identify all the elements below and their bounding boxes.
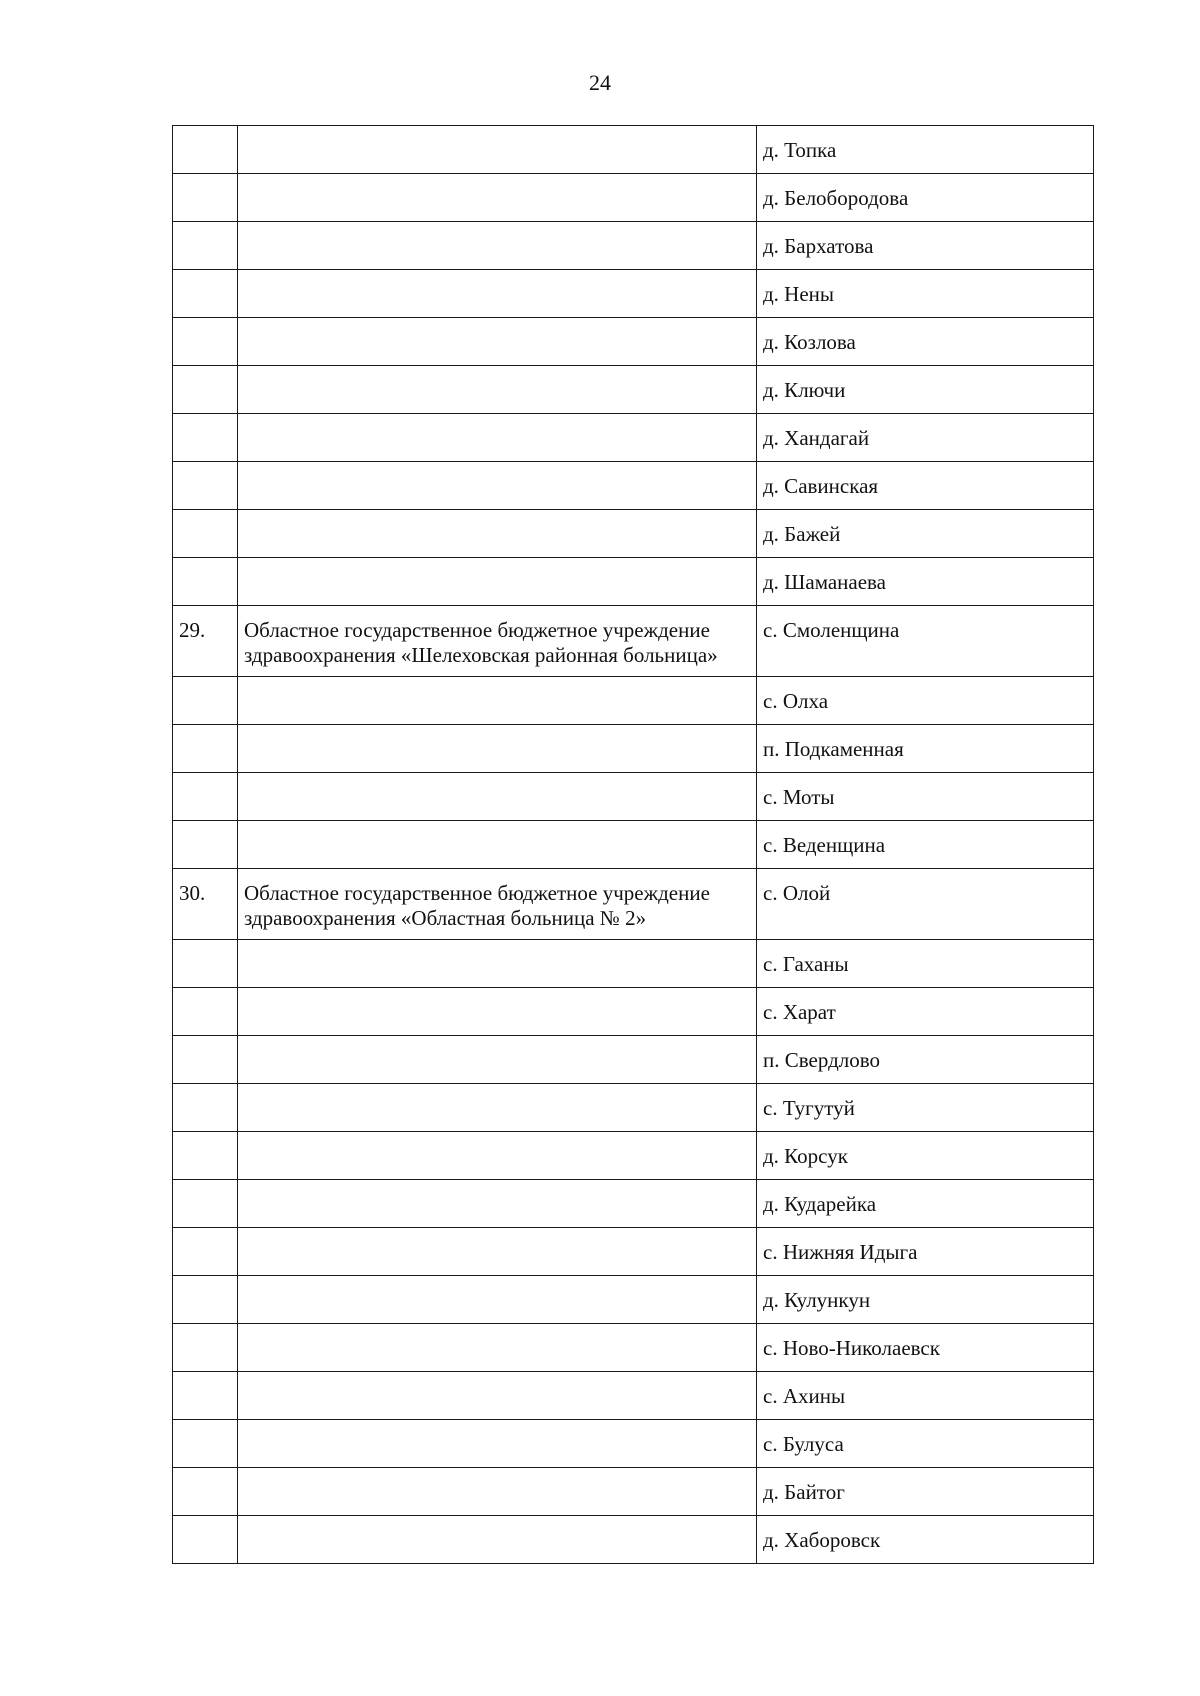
settlement-cell: д. Кударейка — [757, 1180, 1094, 1228]
row-number-cell — [173, 773, 238, 821]
settlement-cell: д. Байтог — [757, 1468, 1094, 1516]
row-number-cell — [173, 1324, 238, 1372]
organization-cell — [238, 1324, 757, 1372]
settlement-cell: с. Ново-Николаевск — [757, 1324, 1094, 1372]
row-number-cell — [173, 222, 238, 270]
table-row — [173, 988, 1094, 1036]
organization-cell — [238, 988, 757, 1036]
settlement-cell: с. Олха — [757, 677, 1094, 725]
organization-cell — [238, 510, 757, 558]
table-row — [173, 1036, 1094, 1084]
row-number-cell — [173, 1228, 238, 1276]
settlement-cell: с. Нижняя Идыга — [757, 1228, 1094, 1276]
table-row — [173, 270, 1094, 318]
organization-cell — [238, 940, 757, 988]
table-row — [173, 677, 1094, 725]
table-row — [173, 462, 1094, 510]
table-row — [173, 1180, 1094, 1228]
table-row — [173, 1228, 1094, 1276]
settlement-cell: д. Савинская — [757, 462, 1094, 510]
row-number-cell — [173, 558, 238, 606]
row-number-cell — [173, 366, 238, 414]
settlements-table — [172, 125, 1094, 1564]
organization-cell — [238, 414, 757, 462]
row-number-cell — [173, 510, 238, 558]
settlement-cell: п. Свердлово — [757, 1036, 1094, 1084]
table-row — [173, 366, 1094, 414]
table-body — [173, 126, 1094, 1564]
settlement-cell: д. Белобородова — [757, 174, 1094, 222]
table-row — [173, 606, 1094, 677]
row-number-cell — [173, 677, 238, 725]
settlement-cell: д. Хаборовск — [757, 1516, 1094, 1564]
row-number-cell — [173, 725, 238, 773]
table-row — [173, 1276, 1094, 1324]
organization-cell — [238, 725, 757, 773]
table-row — [173, 558, 1094, 606]
organization-cell — [238, 1084, 757, 1132]
settlement-cell: д. Кулункун — [757, 1276, 1094, 1324]
settlement-cell: д. Бажей — [757, 510, 1094, 558]
settlement-cell: д. Корсук — [757, 1132, 1094, 1180]
table-row — [173, 773, 1094, 821]
settlement-cell: д. Хандагай — [757, 414, 1094, 462]
settlement-cell: д. Козлова — [757, 318, 1094, 366]
organization-cell — [238, 222, 757, 270]
row-number-cell — [173, 1420, 238, 1468]
row-number-cell — [173, 318, 238, 366]
row-number-cell — [173, 988, 238, 1036]
settlement-cell: д. Нены — [757, 270, 1094, 318]
organization-cell — [238, 126, 757, 174]
row-number-cell — [173, 1276, 238, 1324]
table-row — [173, 1084, 1094, 1132]
table-row — [173, 1516, 1094, 1564]
table-row — [173, 725, 1094, 773]
table-row — [173, 174, 1094, 222]
row-number-cell — [173, 270, 238, 318]
table-row — [173, 1420, 1094, 1468]
table-row — [173, 1132, 1094, 1180]
settlement-cell: д. Ключи — [757, 366, 1094, 414]
row-number-cell — [173, 126, 238, 174]
organization-cell — [238, 1372, 757, 1420]
settlement-cell: с. Булуса — [757, 1420, 1094, 1468]
table-row — [173, 1324, 1094, 1372]
organization-cell — [238, 1132, 757, 1180]
table-row — [173, 126, 1094, 174]
organization-cell — [238, 773, 757, 821]
row-number-cell — [173, 940, 238, 988]
row-number-cell: 29. — [173, 606, 238, 677]
organization-cell — [238, 1036, 757, 1084]
row-number-cell — [173, 1372, 238, 1420]
organization-cell — [238, 558, 757, 606]
table-row — [173, 821, 1094, 869]
table-row — [173, 222, 1094, 270]
settlement-cell: с. Тугутуй — [757, 1084, 1094, 1132]
table-row — [173, 940, 1094, 988]
organization-cell — [238, 174, 757, 222]
table-row — [173, 318, 1094, 366]
organization-cell — [238, 821, 757, 869]
settlement-cell: с. Смоленщина — [757, 606, 1094, 677]
table-row — [173, 1372, 1094, 1420]
table-row — [173, 414, 1094, 462]
table-row — [173, 510, 1094, 558]
organization-cell — [238, 1228, 757, 1276]
organization-cell — [238, 462, 757, 510]
table-row — [173, 869, 1094, 940]
settlement-cell: с. Харат — [757, 988, 1094, 1036]
table-row — [173, 1468, 1094, 1516]
row-number-cell — [173, 1084, 238, 1132]
organization-cell: Областное государственное бюджетное учреждение здравоохранения «Областная больница № 2» — [238, 869, 757, 940]
row-number-cell — [173, 1180, 238, 1228]
settlement-cell: п. Подкаменная — [757, 725, 1094, 773]
organization-cell — [238, 1468, 757, 1516]
row-number-cell — [173, 1468, 238, 1516]
organization-cell — [238, 1420, 757, 1468]
row-number-cell: 30. — [173, 869, 238, 940]
row-number-cell — [173, 1036, 238, 1084]
organization-cell: Областное государственное бюджетное учреждение здравоохранения «Шелеховская районная больница» — [238, 606, 757, 677]
organization-cell — [238, 677, 757, 725]
settlement-cell: д. Топка — [757, 126, 1094, 174]
settlement-cell: с. Олой — [757, 869, 1094, 940]
settlement-cell: с. Гаханы — [757, 940, 1094, 988]
settlement-cell: с. Моты — [757, 773, 1094, 821]
row-number-cell — [173, 414, 238, 462]
settlement-cell: с. Веденщина — [757, 821, 1094, 869]
organization-cell — [238, 366, 757, 414]
organization-cell — [238, 270, 757, 318]
organization-cell — [238, 1276, 757, 1324]
row-number-cell — [173, 1132, 238, 1180]
organization-cell — [238, 318, 757, 366]
row-number-cell — [173, 1516, 238, 1564]
settlement-cell: д. Бархатова — [757, 222, 1094, 270]
row-number-cell — [173, 174, 238, 222]
page-number: 24 — [589, 70, 611, 95]
organization-cell — [238, 1516, 757, 1564]
row-number-cell — [173, 821, 238, 869]
settlement-cell: д. Шаманаева — [757, 558, 1094, 606]
row-number-cell — [173, 462, 238, 510]
settlement-cell: с. Ахины — [757, 1372, 1094, 1420]
organization-cell — [238, 1180, 757, 1228]
